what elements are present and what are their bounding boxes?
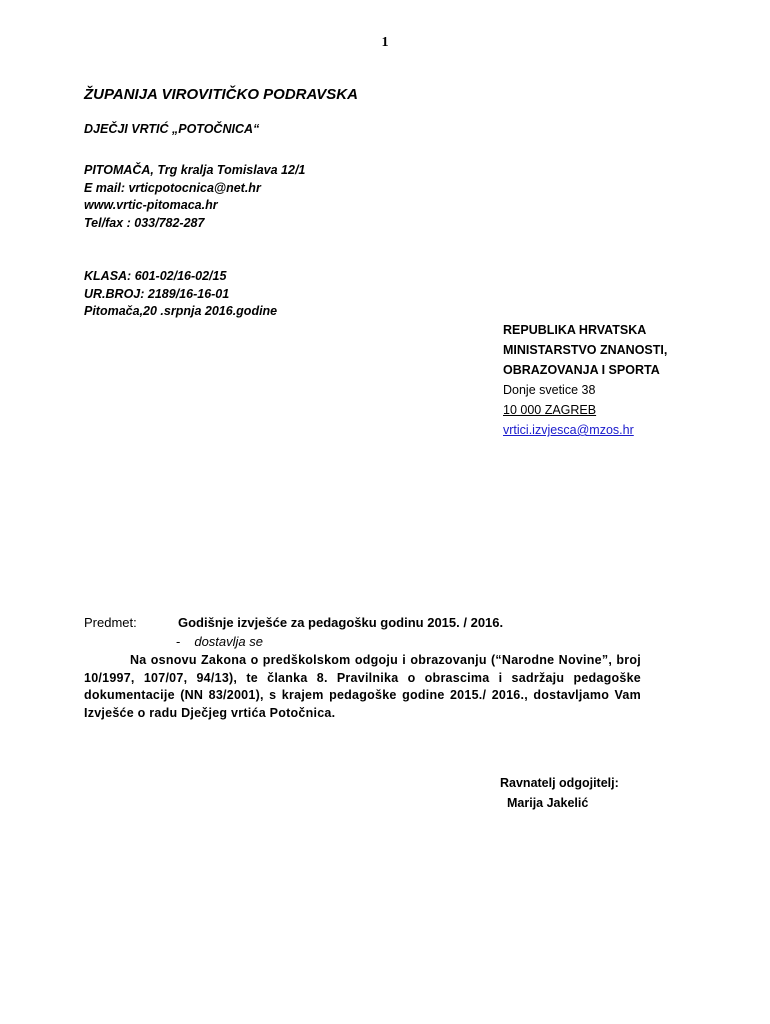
- page-number: 1: [381, 35, 389, 50]
- subject-subline: [176, 634, 263, 649]
- subject-dash: -: [176, 634, 181, 649]
- subject-label: Predmet:: [84, 615, 137, 630]
- place-date: Pitomača,20 .srpnja 2016.godine: [84, 304, 278, 319]
- sender-email: E mail: vrticpotocnica@net.hr: [84, 180, 261, 195]
- recipient-street: Donje svetice 38: [503, 383, 596, 397]
- recipient-ministry-cont: OBRAZOVANJA I SPORTA: [503, 363, 660, 377]
- recipient-city: 10 000 ZAGREB: [503, 403, 597, 417]
- sender-website: www.vrtic-pitomaca.hr: [84, 198, 218, 213]
- letter-body: Na osnovu Zakona o predškolskom odgoju i obrazovanju (“Narodne Novine”, broj 10/1997, 107/07, 94/13), te članka 8. Pravilnika o obrascima i sadržaju pedagoške dokumentacije (NN 83/2001), s krajem pedagoške godine 2015./ 2016., dostavljamo Vam Izvješće o radu Dječjeg vrtića Potočnica.: [84, 653, 641, 720]
- subject-sub-text: dostavlja se: [194, 634, 263, 649]
- urbroj: UR.BROJ: 2189/16-16-01: [84, 286, 230, 301]
- klasa: KLASA: 601-02/16-02/15: [84, 269, 227, 283]
- kindergarten-name: DJEČJI VRTIĆ „POTOČNICA“: [84, 122, 260, 136]
- sender-street: PITOMAČA, Trg kralja Tomislava 12/1: [84, 163, 306, 177]
- recipient-block: [503, 320, 667, 440]
- signature-role: Ravnatelj odgojitelj:: [500, 776, 619, 790]
- recipient-ministry: MINISTARSTVO ZNANOSTI,: [503, 343, 668, 357]
- signature-name: Marija Jakelić: [507, 796, 589, 810]
- county-name: ŽUPANIJA VIROVITIČKO PODRAVSKA: [84, 86, 358, 103]
- sender-telfax: Tel/fax : 033/782-287: [84, 215, 205, 230]
- recipient-country: REPUBLIKA HRVATSKA: [503, 323, 647, 337]
- recipient-email-link[interactable]: vrtici.izvjesca@mzos.hr: [503, 423, 634, 437]
- sender-address-block: [84, 162, 305, 232]
- reference-block: [84, 268, 277, 321]
- subject-text: Godišnje izvješće za pedagošku godinu 2015. / 2016.: [178, 615, 504, 630]
